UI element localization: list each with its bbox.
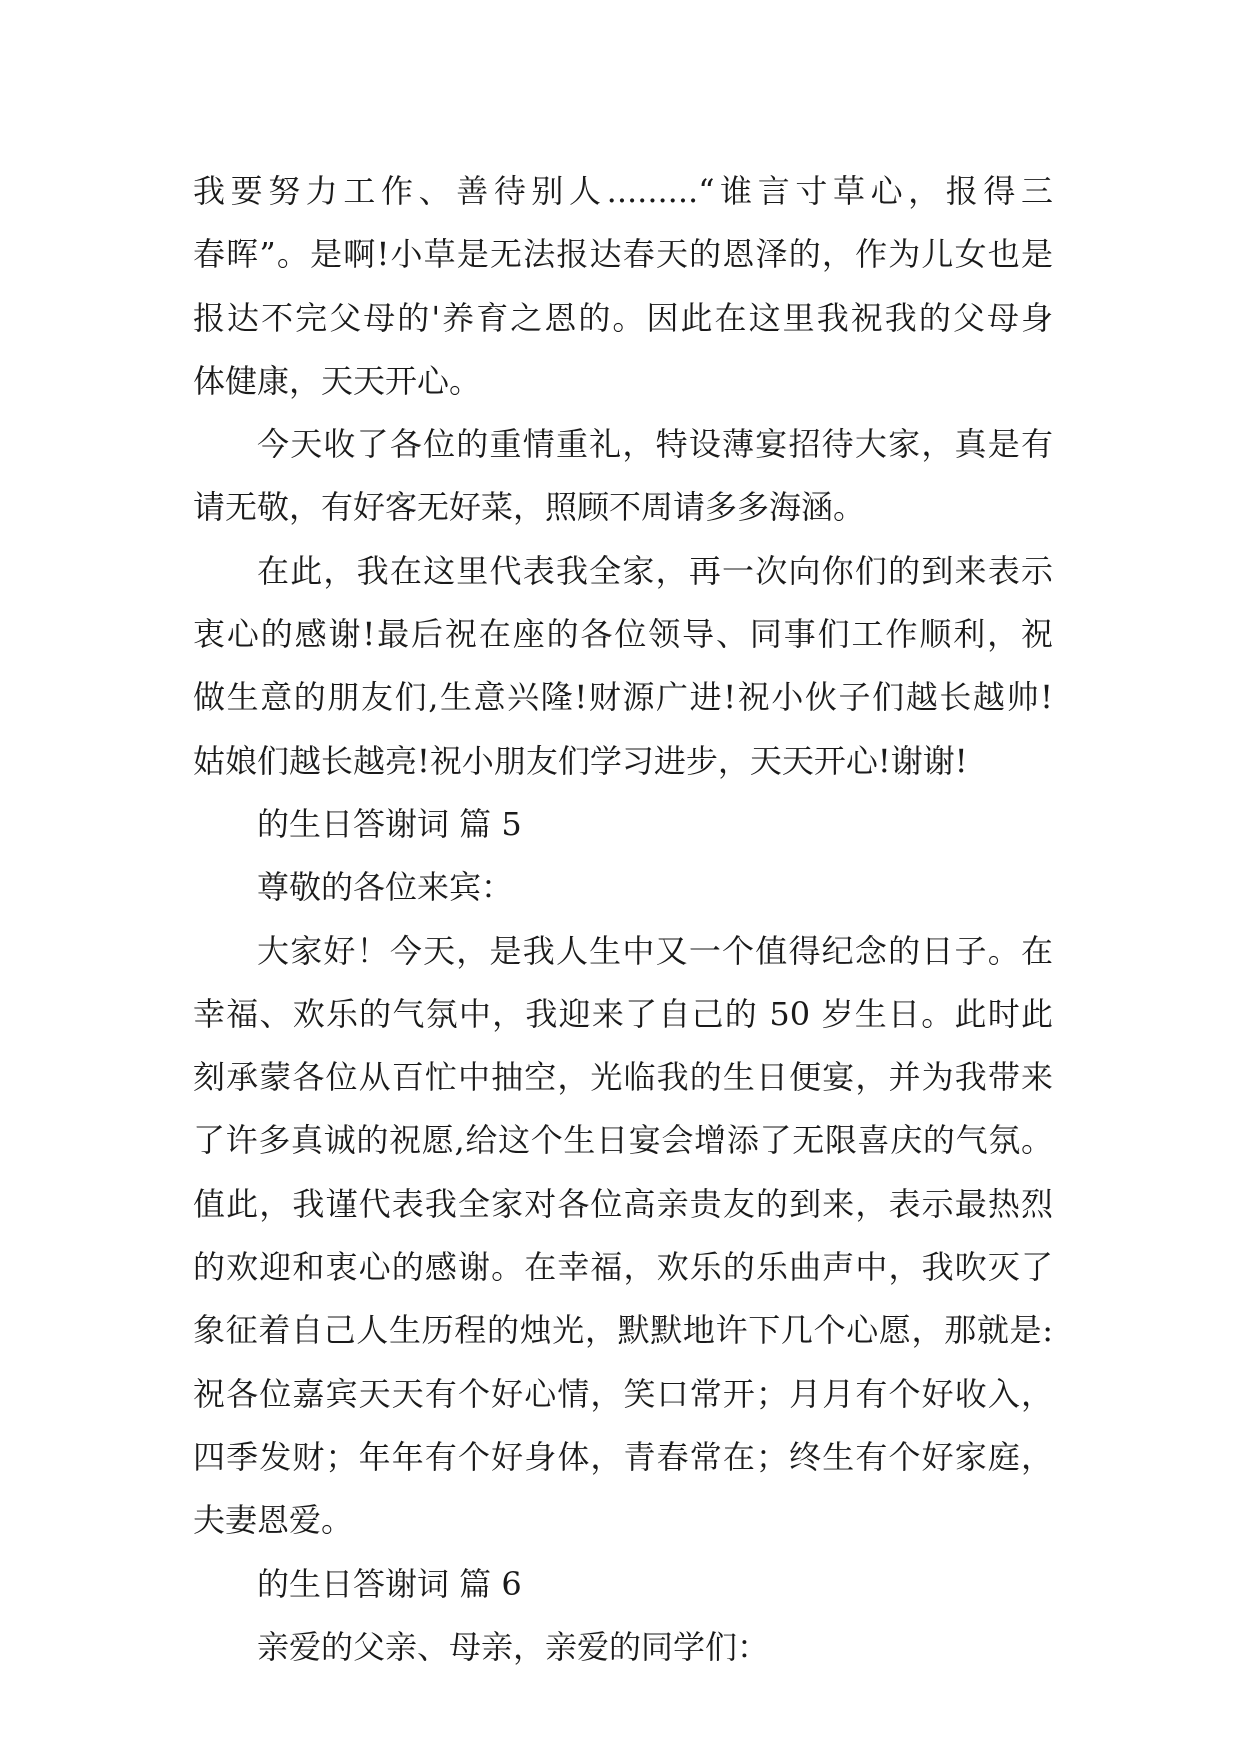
text-line: 春晖”。是啊!小草是无法报达春天的恩泽的，作为儿女也是 — [193, 235, 1053, 274]
text-line: 幸福、欢乐的气氛中，我迎来了自己的 50 岁生日。此时此 — [193, 994, 1053, 1033]
text-line: 今天收了各位的重情重礼，特设薄宴招待大家，真是有 — [257, 425, 1053, 464]
text-line: 体健康，天天开心。 — [193, 361, 482, 400]
text-line: 大家好！今天，是我人生中又一个值得纪念的日子。在 — [257, 931, 1053, 970]
text-line: 了许多真诚的祝愿,给这个生日宴会增添了无限喜庆的气氛。 — [193, 1121, 1053, 1160]
text-line: 值此，我谨代表我全家对各位高亲贵友的到来，表示最热烈 — [193, 1184, 1053, 1223]
text-line: 衷心的感谢!最后祝在座的各位领导、同事们工作顺利，祝 — [193, 615, 1053, 654]
text-line: 的欢迎和衷心的感谢。在幸福，欢乐的乐曲声中，我吹灭了 — [193, 1248, 1053, 1287]
text-line: 刻承蒙各位从百忙中抽空，光临我的生日便宴，并为我带来 — [193, 1058, 1053, 1097]
text-line: 我要努力工作、善待别人.........“谁言寸草心，报得三 — [193, 172, 1053, 210]
text-line: 姑娘们越长越亮!祝小朋友们学习进步，天天开心!谢谢! — [193, 741, 968, 780]
text-line: 在此，我在这里代表我全家，再一次向你们的到来表示 — [257, 551, 1053, 590]
text-line: 亲爱的父亲、母亲，亲爱的同学们： — [257, 1627, 770, 1666]
text-line: 夫妻恩爱。 — [193, 1501, 354, 1540]
text-line: 尊敬的各位来宾： — [257, 868, 514, 907]
section-heading: 的生日答谢词 篇 6 — [257, 1564, 522, 1603]
text-line: 报达不完父母的'养育之恩的。因此在这里我祝我的父母身 — [193, 298, 1053, 337]
section-heading: 的生日答谢词 篇 5 — [257, 804, 522, 843]
document-body — [193, 160, 1053, 1679]
text-line: 四季发财；年年有个好身体，青春常在；终生有个好家庭， — [193, 1437, 1053, 1476]
text-line: 象征着自己人生历程的烛光，默默地许下几个心愿，那就是: — [193, 1311, 1053, 1350]
text-line: 请无敬，有好客无好菜，照顾不周请多多海涵。 — [193, 488, 866, 527]
text-line: 做生意的朋友们,生意兴隆!财源广进!祝小伙子们越长越帅! — [193, 678, 1053, 717]
text-line: 祝各位嘉宾天天有个好心情，笑口常开；月月有个好收入， — [193, 1374, 1053, 1413]
